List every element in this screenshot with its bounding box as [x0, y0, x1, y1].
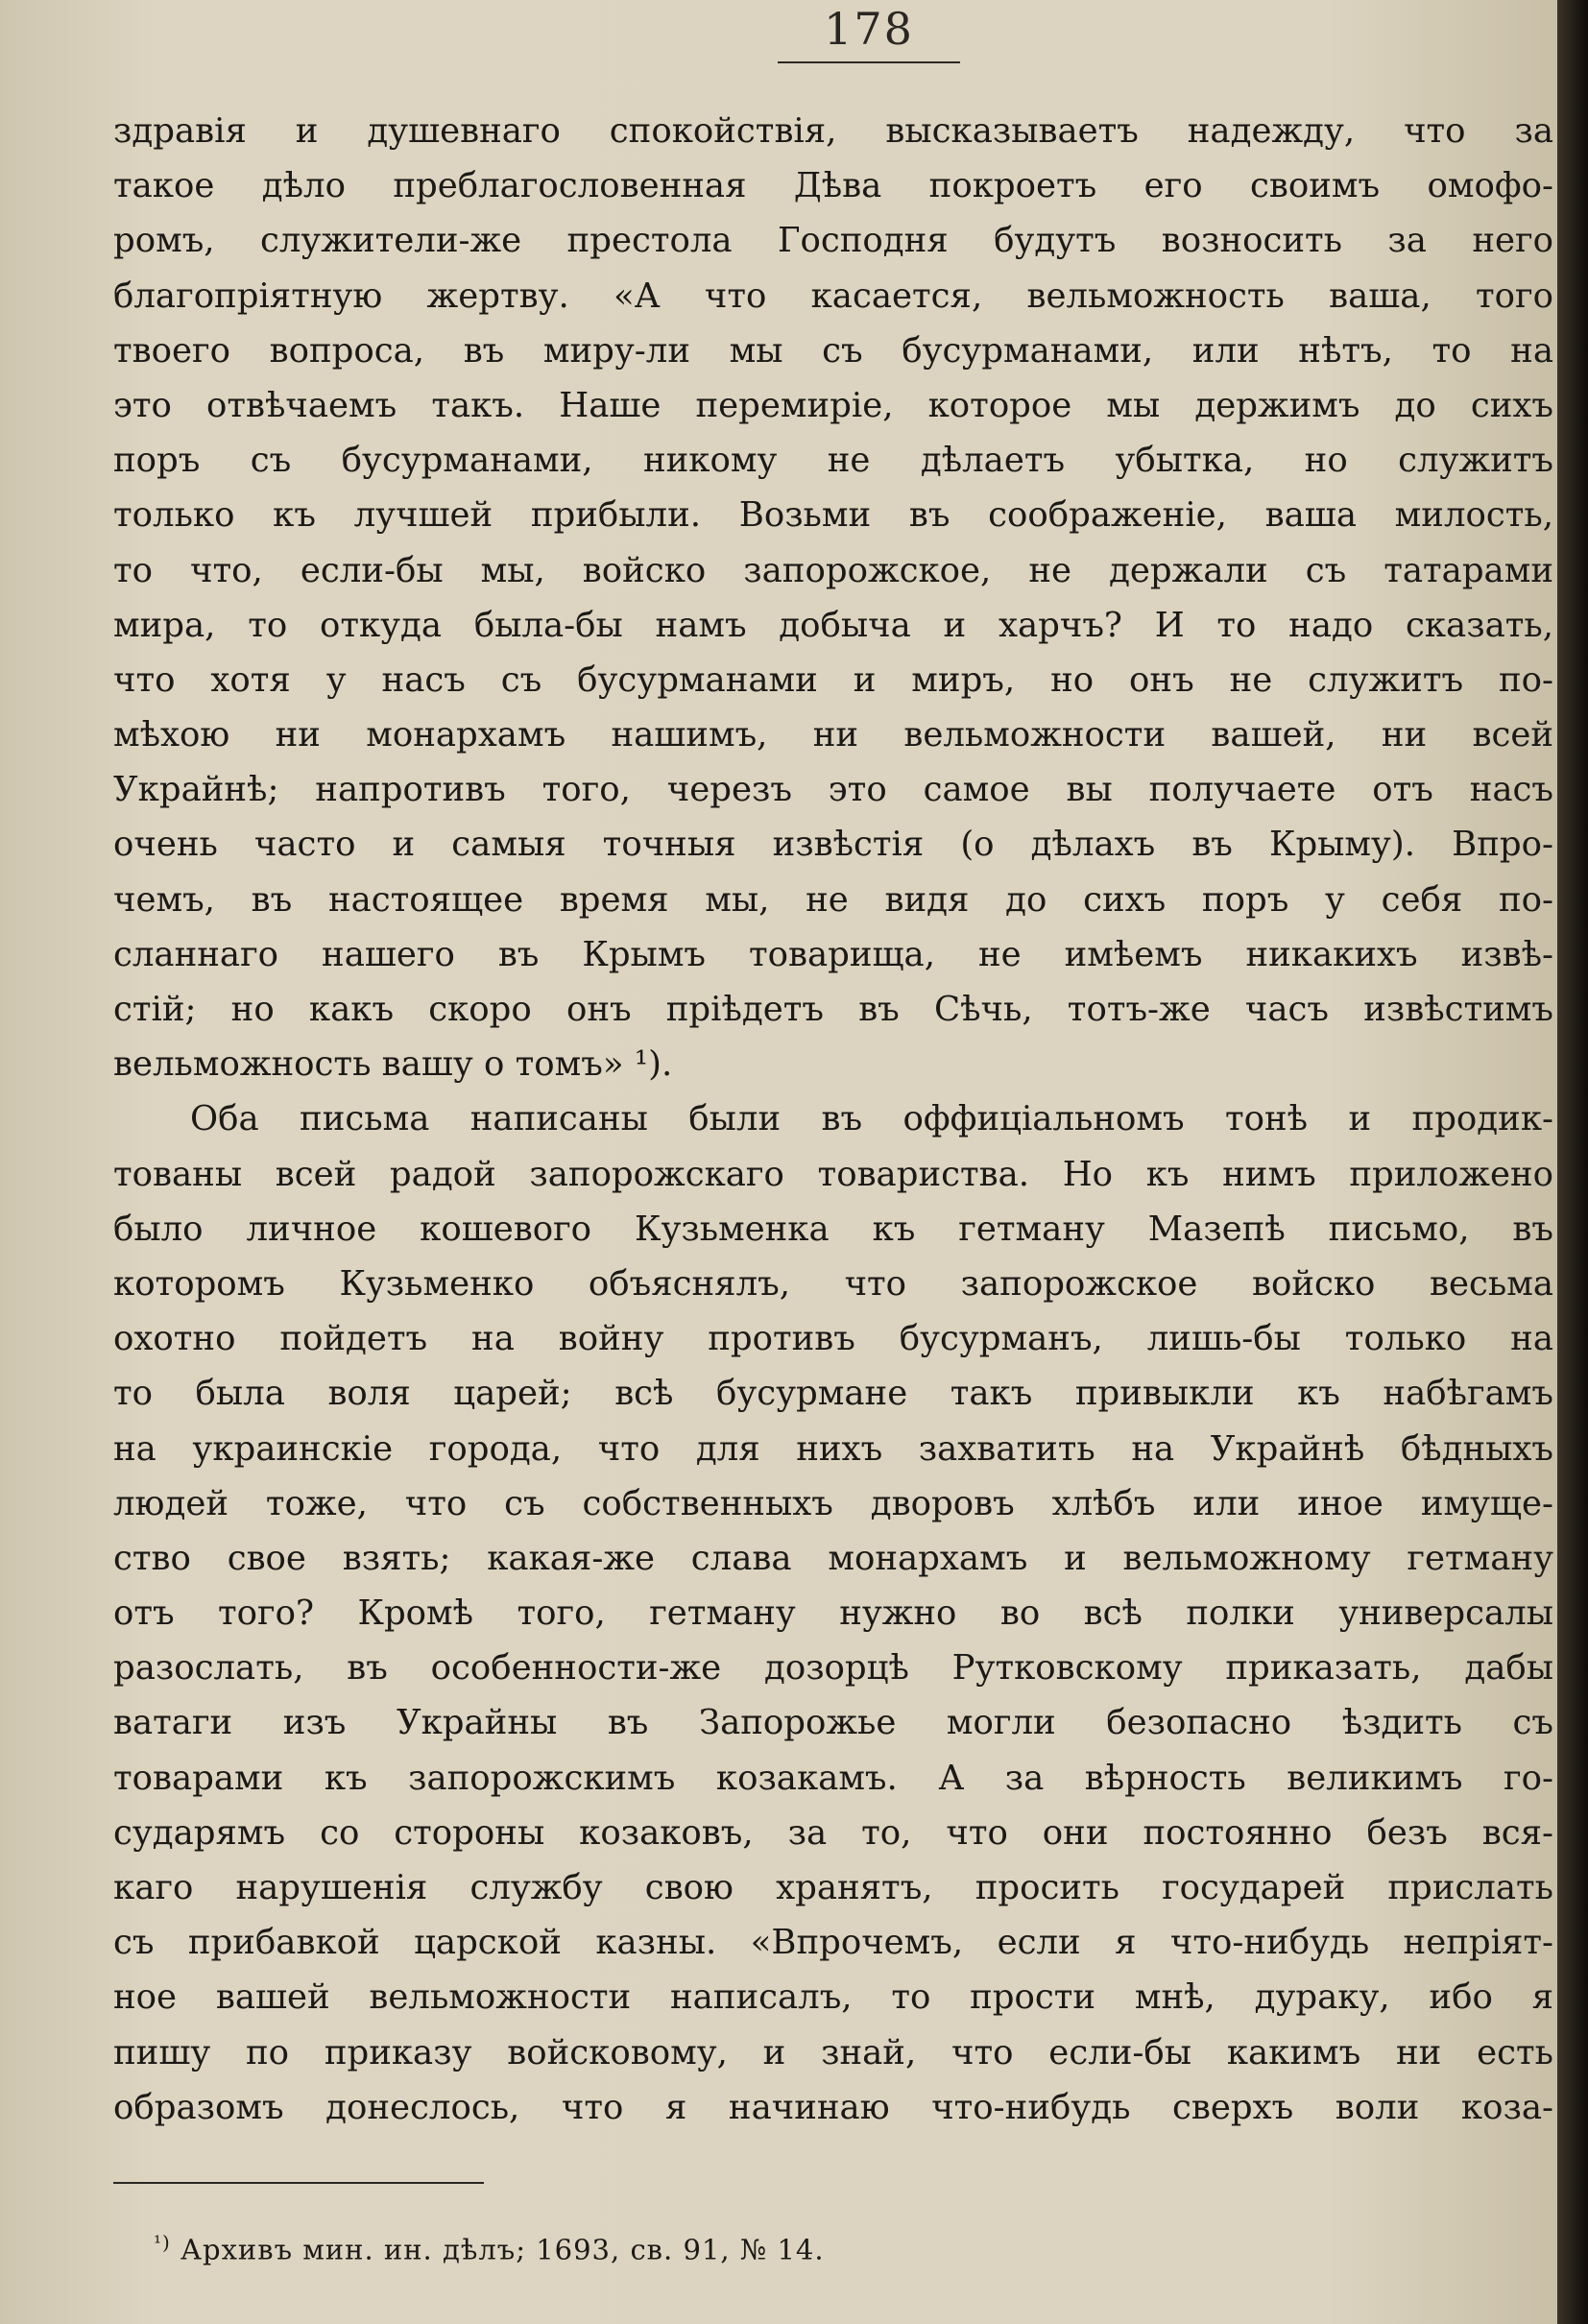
- text-line: разослать, въ особенности-же дозорцѣ Рутковскому приказать, дабы: [113, 1648, 1553, 1689]
- text-line: людей тоже, что съ собственныхъ дворовъ хлѣбъ или иное имуще-: [113, 1483, 1553, 1523]
- text-line: отъ того? Кромѣ того, гетману нужно во всѣ полки универсалы: [113, 1593, 1553, 1634]
- text-line: очень часто и самыя точныя извѣстія (о дѣлахъ въ Крыму). Впро-: [113, 825, 1553, 865]
- text-line: то была воля царей; всѣ бусурмане такъ привыкли къ набѣгамъ: [113, 1374, 1553, 1414]
- header-rule: [778, 61, 960, 63]
- text-line: съ прибавкой царской казны. «Впрочемъ, если я что-нибудь непріят-: [113, 1923, 1553, 1963]
- text-line: чемъ, въ настоящее время мы, не видя до сихъ поръ у себя по-: [113, 879, 1553, 920]
- text-line: только къ лучшей прибыли. Возьми въ соображеніе, ваша милость,: [113, 495, 1553, 536]
- page-number: 178: [824, 3, 914, 55]
- text-line: ватаги изъ Украйны въ Запорожье могли безопасно ѣздить съ: [113, 1703, 1553, 1743]
- text-line: поръ съ бусурманами, никому не дѣлаетъ убытка, но служитъ: [113, 441, 1553, 481]
- paragraph-start-line: Оба письма написаны были въ оффиціальномъ тонѣ и продик-: [190, 1099, 1553, 1139]
- text-line: такое дѣло преблагословенная Дѣва покроетъ его своимъ омофо-: [113, 166, 1553, 206]
- text-line: стій; но какъ скоро онъ пріѣдетъ въ Сѣчь, тотъ-же часъ извѣстимъ: [113, 990, 1553, 1029]
- text-line: что хотя у насъ съ бусурманами и миръ, но онъ не служитъ по-: [113, 659, 1553, 700]
- text-line: вельможность вашу о томъ» ¹).: [113, 1044, 673, 1085]
- text-line: образомъ донеслось, что я начинаю что-нибудь сверхъ воли коза-: [113, 2087, 1553, 2127]
- text-line: охотно пойдетъ на войну противъ бусурманъ, лишь-бы только на: [113, 1319, 1553, 1359]
- footnote-text: Архивъ мин. ин. дѣлъ; 1693, св. 91, № 14.: [180, 2233, 825, 2266]
- text-line: было личное кошевого Кузьменка къ гетману Мазепѣ письмо, въ: [113, 1209, 1553, 1249]
- text-line: тованы всей радой запорожскаго товариства. Но къ нимъ приложено: [113, 1154, 1553, 1194]
- text-line: ство свое взять; какая-же слава монархамъ и вельможному гетману: [113, 1538, 1553, 1578]
- text-line: это отвѣчаемъ такъ. Наше перемиріе, которое мы держимъ до сихъ: [113, 385, 1553, 425]
- text-line: товарами къ запорожскимъ козакамъ. А за вѣрность великимъ го-: [113, 1758, 1553, 1798]
- text-line: сударямъ со стороны козаковъ, за то, что они постоянно безъ вся-: [113, 1812, 1553, 1853]
- text-line: которомъ Кузьменко объяснялъ, что запорожское войско весьма: [113, 1263, 1553, 1304]
- text-line: здравія и душевнаго спокойствія, высказываетъ надежду, что за: [113, 111, 1553, 151]
- text-line: мѣхою ни монархамъ нашимъ, ни вельможности вашей, ни всей: [113, 715, 1553, 755]
- text-line: пишу по приказу войсковому, и знай, что если-бы какимъ ни есть: [113, 2032, 1553, 2072]
- text-line: благопріятную жертву. «А что касается, вельможность ваша, того: [113, 276, 1553, 316]
- footnote: [154, 2223, 825, 2269]
- text-line: на украинскіе города, что для нихъ захватить на Украйнѣ бѣдныхъ: [113, 1428, 1553, 1469]
- text-line: сланнаго нашего въ Крымъ товарища, не имѣемъ никакихъ извѣ-: [113, 934, 1553, 974]
- text-line: каго нарушенія службу свою хранятъ, просить государей прислать: [113, 1868, 1553, 1907]
- footnote-rule: [113, 2182, 484, 2184]
- book-binding-edge: [1557, 0, 1588, 2324]
- text-line: то что, если-бы мы, войско запорожское, не держали съ татарами: [113, 550, 1553, 590]
- body-text: [113, 104, 1553, 2135]
- footnote-marker: ¹): [154, 2231, 171, 2254]
- text-line: ное вашей вельможности написалъ, то прости мнѣ, дураку, ибо я: [113, 1977, 1553, 2018]
- text-line: мира, то откуда была-бы намъ добыча и харчъ? И то надо сказать,: [113, 605, 1553, 645]
- text-line: твоего вопроса, въ миру-ли мы съ бусурманами, или нѣтъ, то на: [113, 330, 1553, 371]
- text-line: ромъ, служители-же престола Господня будутъ возносить за него: [113, 221, 1553, 261]
- text-line: Украйнѣ; напротивъ того, черезъ это самое вы получаете отъ насъ: [113, 770, 1553, 810]
